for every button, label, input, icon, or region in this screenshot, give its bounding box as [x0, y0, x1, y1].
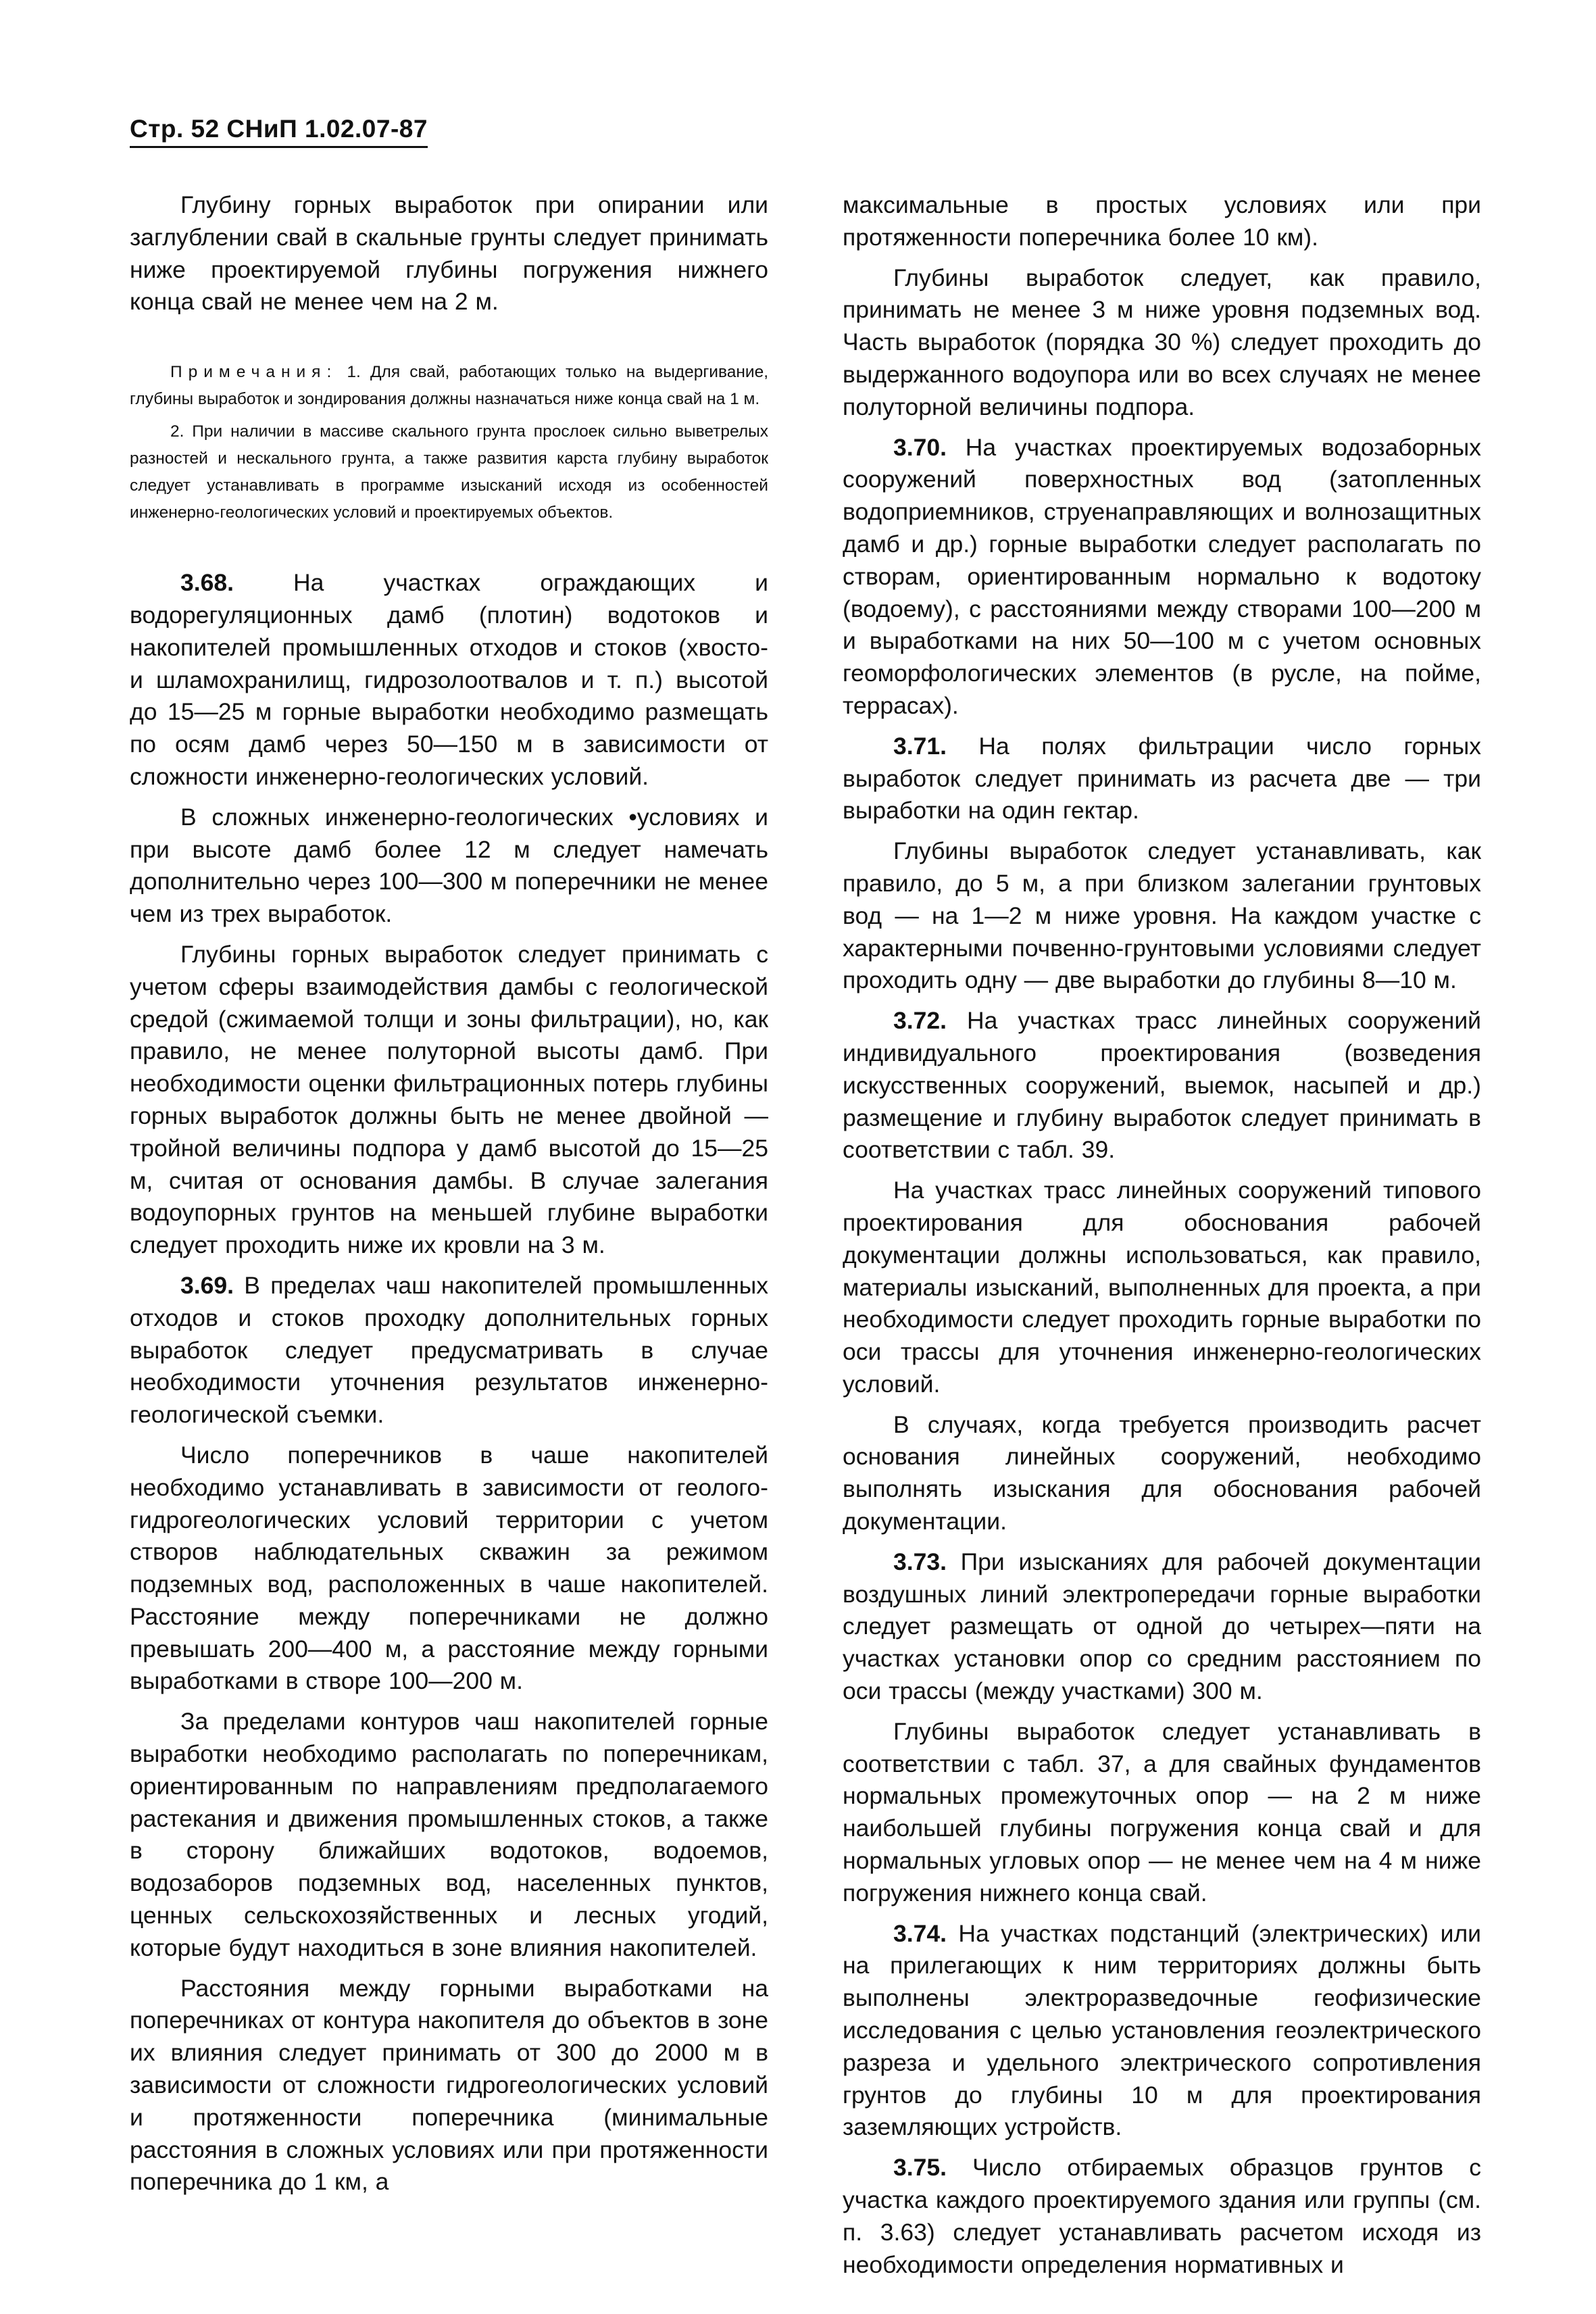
section-3-71	[843, 731, 1481, 827]
note-2: 2. При наличии в массиве скального грунта прослоек сильно выветрелых разностей и нескального грунта, а также развития карста глубину выработок следует устанавливать в программе изысканий исходя из особенностей инженерно-геологических условий и проектируемых объектов.	[130, 422, 768, 522]
section-text: На участках ограждающих и водорегуляционных дамб (плотин) водотоков и накопителей промышленных отходов и стоков (хвосто- и шламохранилищ, гидрозолоотвалов и т. п.) высотой до 15—25 м горные выработки необходимо размещать по осям дамб через 50—150 м в зависимости от сложности инженерно-геологических условий.	[130, 569, 768, 790]
section-number: 3.71.	[893, 732, 947, 760]
paragraph-3-69-c: За пределами контуров чаш накопителей горные выработки необходимо располагать по поперечникам, ориентированным по направлениям предполагаемого растекания и движения промышленных стоков, а также в сторону ближайших водотоков, водоемов, водозаборов подземных вод, населенных пунктов, ценных сельскохозяйственных и лесных угодий, которые будут находиться в зоне влияния накопителей.	[130, 1708, 768, 1961]
section-number: 3.72.	[893, 1007, 947, 1035]
section-3-72	[843, 1005, 1481, 1166]
paragraph-continuation: максимальные в простых условиях или при протяженности поперечника более 10 км).	[843, 191, 1481, 251]
section-text: Число отбираемых образцов грунтов с участка каждого проектируемого здания или группы (см. п. 3.63) следует устанавливать расчетом исходя из необходимости определения нормативных и	[843, 2154, 1481, 2278]
note-1-text: 1. Для свай, работающих только на выдергивание, глубины выработок и зондирования должны назначаться ниже конца свай на 1 м.	[130, 363, 768, 409]
section-text: На участках проектируемых водозаборных сооружений поверхностных вод (затопленных водоприемников, струенаправляющих и волнозащитных дамб и др.) горные выработки следует располагать по створам, ориентированным нормально к водотоку (водоему), с расстояниями между створами 100—200 м и выработками на них 50—100 м с учетом основных геоморфологических элементов (в русле, на пойме, террасах).	[843, 433, 1481, 719]
notes-block	[130, 359, 768, 526]
right-column	[843, 189, 1481, 2281]
paragraph-3-69-b: Число поперечников в чаше накопителей необходимо устанавливать в зависимости от геолого-гидрогеологических условий территории с учетом створов наблюдательных скважин за режимом подземных вод, расположенных в чаше накопителей. Расстояние между поперечниками не должно превышать 200—400 м, а расстояние между горными выработками в створе 100—200 м.	[130, 1441, 768, 1695]
section-text: В пределах чаш накопителей промышленных отходов и стоков проходку дополнительных горных выработок следует предусматривать в случае необходимости уточнения результатов инженерно-геологической съемки.	[130, 1271, 768, 1429]
section-3-75	[843, 2152, 1481, 2281]
paragraph-3-73-b: Глубины выработок следует устанавливать в соответствии с табл. 37, а для свайных фундаментов нормальных промежуточных опор — на 2 м ниже наибольшей глубины погружения конца свай и для нормальных угловых опор — не менее чем на 4 м ниже погружения нижнего конца свай.	[843, 1717, 1481, 1906]
page-header: Стр. 52 СНиП 1.02.07-87	[130, 115, 428, 148]
section-number: 3.70.	[893, 433, 947, 461]
paragraph-depth: Глубины выработок следует, как правило, принимать не менее 3 м ниже уровня подземных вод. Часть выработок (порядка 30 %) следует проходить до выдержанного водоупора или во всех случаях не менее полуторной величины подпора.	[843, 264, 1481, 420]
section-number: 3.68.	[180, 569, 234, 597]
paragraph-3-71-b: Глубины выработок следует устанавливать, как правило, до 5 м, а при близком залегании грунтовых вод — на 1—2 м ниже уровня. На каждом участке с характерными почвенно-грунтовыми условиями следует проходить одну — две выработки до глубины 8—10 м.	[843, 837, 1481, 994]
paragraph-piles-depth: Глубину горных выработок при опирании или заглублении свай в скальные грунты следует принимать ниже проектируемой глубины погружения нижнего конца свай не менее чем на 2 м.	[130, 191, 768, 316]
section-3-74	[843, 1918, 1481, 2144]
section-text: При изысканиях для рабочей документации воздушных линий электропередачи горные выработки следует размещать от одной до четырех—пяти на участках установки опор со средним расстоянием по оси трассы (между участками) 300 м.	[843, 1548, 1481, 1705]
notes-label: Примечания:	[170, 363, 338, 382]
section-3-70	[843, 432, 1481, 722]
paragraph-3-68-b: В сложных инженерно-геологических •условиях и при высоте дамб более 12 м следует намечать дополнительно через 100—300 м поперечники не менее чем из трех выработок.	[130, 803, 768, 928]
paragraph-3-72-b: На участках трасс линейных сооружений типового проектирования для обоснования рабочей документации должны использоваться, как правило, материалы изысканий, выполненных для проекта, а при необходимости следует проходить горные выработки по оси трассы для уточнения инженерно-геологических условий.	[843, 1177, 1481, 1398]
section-number: 3.69.	[180, 1271, 234, 1299]
section-3-73	[843, 1546, 1481, 1708]
section-text: На участках подстанций (электрических) или на прилегающих к ним территориях должны быть выполнены электроразведочные геофизические исследования с целью установления геоэлектрического разреза и удельного электрического сопротивления грунтов до глубины 10 м для проектирования заземляющих устройств.	[843, 1919, 1481, 2141]
section-3-68	[130, 567, 768, 793]
note-1	[130, 359, 768, 413]
section-number: 3.75.	[893, 2154, 947, 2182]
paragraph-3-72-c: В случаях, когда требуется производить расчет основания линейных сооружений, необходимо выполнять изыскания для обоснования рабочей документации.	[843, 1410, 1481, 1535]
paragraph-3-68-c: Глубины горных выработок следует принимать с учетом сферы взаимодействия дамбы с геологической средой (сжимаемой толщи и зоны фильтрации), но, как правило, не менее полуторной высоты дамб. При необходимости оценки фильтрационных потерь глубины горных выработок должны быть не менее двойной — тройной величины подпора у дамб высотой до 15—25 м, считая от основания дамбы. В случае залегания водоупорных грунтов на меньшей глубине выработки следует проходить ниже их кровли на 3 м.	[130, 940, 768, 1259]
section-3-69	[130, 1270, 768, 1431]
section-text: На участках трасс линейных сооружений индивидуального проектирования (возведения искусственных сооружений, выемок, насыпей и др.) размещение и глубину выработок следует принимать в соответствии с табл. 39.	[843, 1007, 1481, 1164]
paragraph-3-69-d: Расстояния между горными выработками на поперечниках от контура накопителя до объектов в зоне их влияния следует принимать от 300 до 2000 м в зависимости от сложности гидрогеологических условий и протяженности поперечника (минимальные расстояния в сложных условиях или при протяженности поперечника до 1 км, а	[130, 1974, 768, 2196]
section-number: 3.73.	[893, 1548, 947, 1575]
left-column	[130, 189, 768, 2198]
section-number: 3.74.	[893, 1919, 947, 1947]
section-text: На полях фильтрации число горных выработок следует принимать из расчета две — три выработки на один гектар.	[843, 732, 1481, 824]
